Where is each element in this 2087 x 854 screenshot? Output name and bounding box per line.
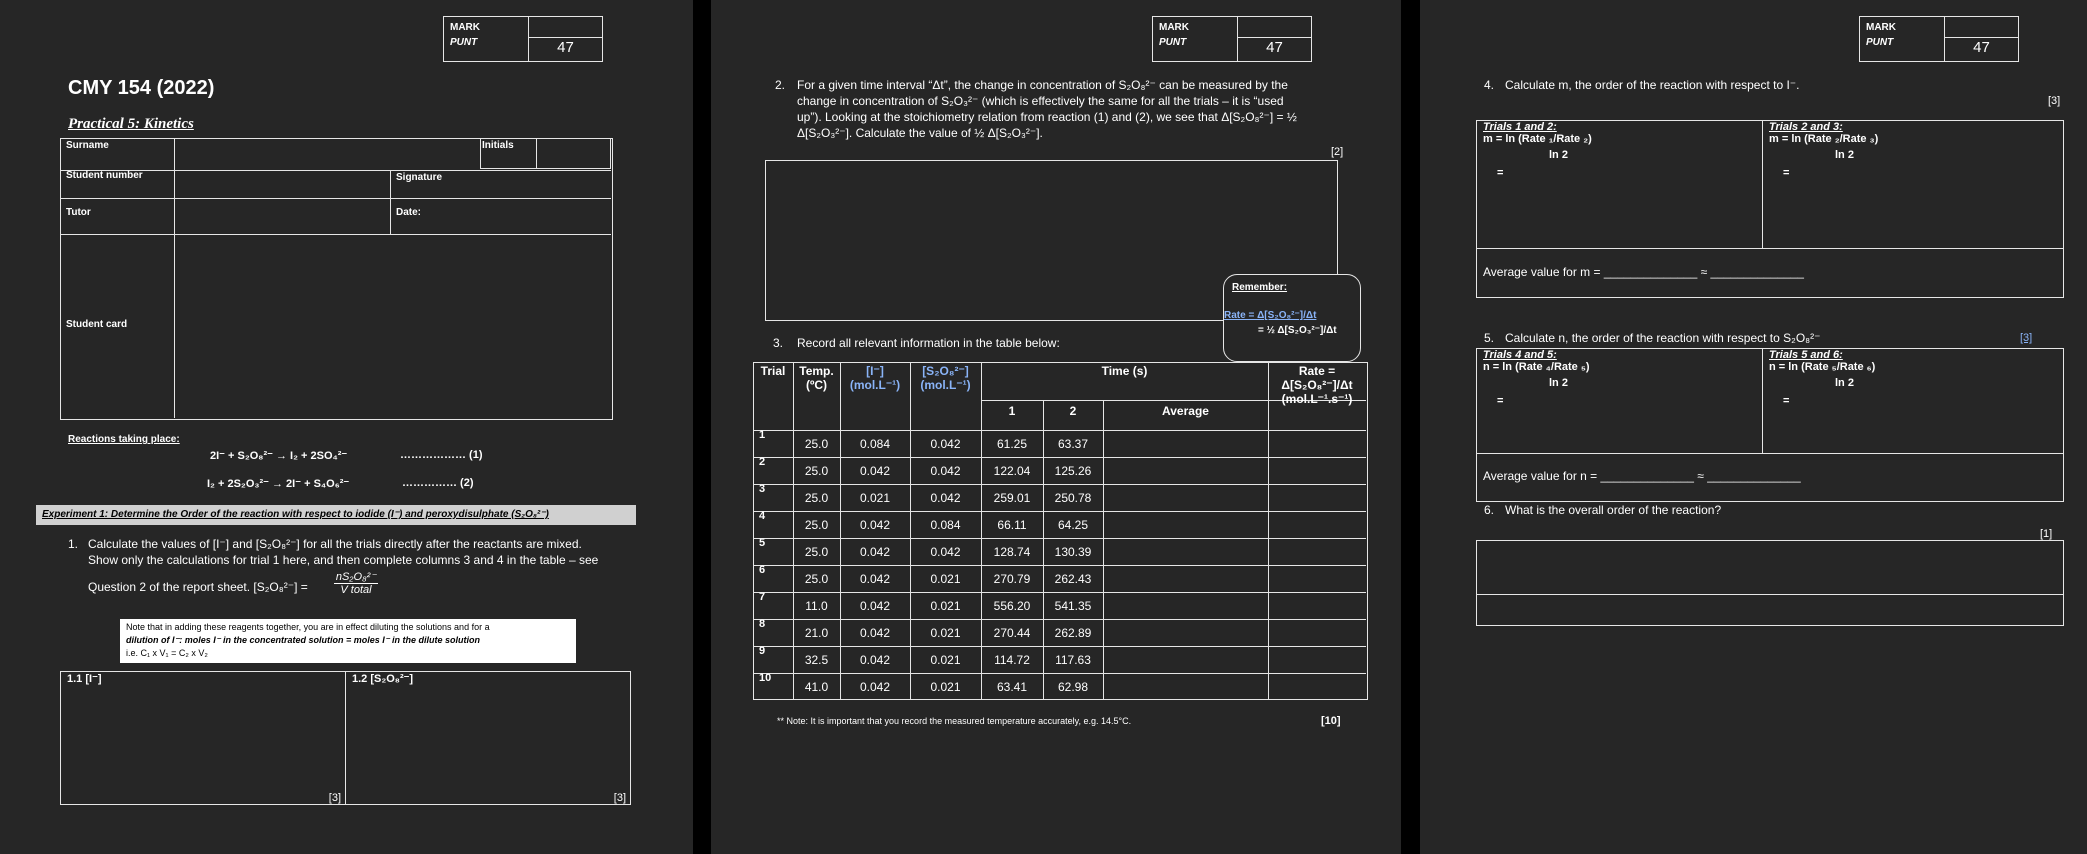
cell-i: 0.042 bbox=[859, 626, 891, 640]
header-average: Average bbox=[1162, 404, 1209, 418]
average-input-cell[interactable] bbox=[1104, 620, 1267, 645]
cell-t1: 63.41 bbox=[996, 680, 1028, 694]
q3-number: 3. bbox=[773, 336, 784, 350]
q5-marks: [3] bbox=[2020, 332, 2033, 344]
q5-right-title: Trials 5 and 6: bbox=[1769, 349, 1843, 361]
cell-temp: 11.0 bbox=[805, 599, 828, 613]
table-row bbox=[753, 484, 1366, 511]
mark-label-alt: PUNT bbox=[1866, 37, 1894, 48]
box-1-1-label: 1.1 [I⁻] bbox=[67, 673, 102, 685]
cell-s: 0.021 bbox=[930, 626, 961, 640]
header-trial: Trial bbox=[760, 364, 786, 378]
mark-box bbox=[1859, 16, 2019, 62]
results-table bbox=[753, 362, 1368, 700]
cell-s: 0.021 bbox=[930, 599, 961, 613]
cell-trial: 2 bbox=[759, 456, 766, 468]
cell-trial: 7 bbox=[759, 591, 766, 603]
q4-text: Calculate m, the order of the reaction with respect to I⁻. bbox=[1505, 78, 1800, 92]
cell-s: 0.042 bbox=[930, 545, 961, 559]
table-row bbox=[753, 673, 1366, 700]
cell-trial: 8 bbox=[759, 618, 766, 630]
cell-t2: 130.39 bbox=[1054, 545, 1092, 559]
rate-input-cell[interactable] bbox=[1269, 431, 1365, 456]
note-line-2: dilution of I⁻: moles I⁻ in the concentrated solution = moles I⁻ in the dilute solution bbox=[126, 635, 481, 645]
q2-line-4: Δ[S₂O₃²⁻]. Calculate the value of ½ Δ[S₂O₃²⁻]. bbox=[797, 126, 1043, 140]
q2-number: 2. bbox=[775, 78, 786, 92]
rate-input-cell[interactable] bbox=[1269, 566, 1365, 591]
average-input-cell[interactable] bbox=[1104, 674, 1267, 699]
q6-number: 6. bbox=[1484, 503, 1495, 517]
q2-line-1: For a given time interval “Δt”, the change in concentration of S₂O₈²⁻ can be measured by the bbox=[797, 78, 1288, 92]
q4-right-box[interactable] bbox=[1763, 121, 2063, 248]
q4-left-equation: m = ln (Rate ₁/Rate ₂) bbox=[1483, 133, 1592, 145]
average-input-cell[interactable] bbox=[1104, 431, 1267, 456]
remember-title: Remember: bbox=[1232, 282, 1288, 293]
student-card-label: Student card bbox=[66, 319, 128, 330]
cell-i: 0.042 bbox=[859, 464, 891, 478]
cell-trial: 10 bbox=[759, 672, 772, 684]
box-1-2-marks: [3] bbox=[613, 792, 626, 804]
q2-line-2: change in concentration of S₂O₃²⁻ (which is effectively the same for all the trials – it is “used bbox=[797, 94, 1284, 108]
experiment-banner bbox=[36, 505, 636, 525]
cell-temp: 32.5 bbox=[804, 653, 829, 667]
surname-label: Surname bbox=[66, 140, 109, 151]
cell-temp: 41.0 bbox=[804, 680, 829, 694]
cell-t1: 114.72 bbox=[994, 653, 1030, 667]
mark-total: 47 bbox=[557, 39, 574, 56]
mark-label: MARK bbox=[1866, 22, 1896, 33]
cell-t2: 541.35 bbox=[1054, 599, 1092, 613]
table-row bbox=[753, 511, 1366, 538]
q1-number: 1. bbox=[68, 537, 79, 551]
table-row bbox=[753, 592, 1366, 619]
q5-left-equation: n = ln (Rate ₄/Rate ₅) bbox=[1483, 361, 1590, 373]
note-line-3: i.e. C₁ x V₁ = C₂ x V₂ bbox=[126, 648, 208, 658]
average-input-cell[interactable] bbox=[1104, 647, 1267, 672]
cell-s: 0.084 bbox=[930, 518, 961, 532]
q4-left-title: Trials 1 and 2: bbox=[1483, 121, 1557, 133]
q4-marks: [3] bbox=[2048, 95, 2061, 107]
average-input-cell[interactable] bbox=[1104, 485, 1267, 510]
experiment-heading: Experiment 1: Determine the Order of the reaction with respect to iodide (I⁻) and peroxydisulphate (S₂O₈²⁻) bbox=[42, 509, 549, 520]
tutor-label: Tutor bbox=[66, 207, 91, 218]
dilution-note bbox=[120, 619, 576, 663]
q2-marks: [2] bbox=[1331, 146, 1344, 158]
rate-input-cell[interactable] bbox=[1269, 620, 1365, 645]
cell-i: 0.042 bbox=[859, 545, 891, 559]
cell-i: 0.042 bbox=[859, 680, 891, 694]
rate-input-cell[interactable] bbox=[1269, 512, 1365, 537]
cell-i: 0.042 bbox=[859, 653, 891, 667]
cell-t2: 125.26 bbox=[1054, 464, 1092, 478]
cell-t1: 270.44 bbox=[993, 626, 1031, 640]
cell-i: 0.042 bbox=[859, 572, 891, 586]
header-temp: Temp. (ºC) bbox=[799, 364, 834, 392]
q4-average: Average value for m = ______________ ≈ ______________ bbox=[1483, 265, 1804, 279]
cell-i: 0.042 bbox=[859, 599, 891, 613]
q1-line-1: Calculate the values of [I⁻] and [S₂O₈²⁻] for all the trials directly after the reactants are mixed. bbox=[88, 537, 582, 551]
remember-line-1: Rate = Δ[S₂O₈²⁻]/Δt bbox=[1224, 310, 1317, 321]
mark-total: 47 bbox=[1266, 39, 1283, 56]
average-input-cell[interactable] bbox=[1104, 566, 1267, 591]
header-rate: Rate = Δ[S₂O₈²⁻]/Δt (mol.L⁻¹.s⁻¹) bbox=[1281, 364, 1353, 406]
initials-label: Initials bbox=[482, 140, 514, 151]
q5-text: Calculate n, the order of the reaction with respect to S₂O₈²⁻ bbox=[1505, 331, 1821, 345]
cell-temp: 25.0 bbox=[804, 464, 829, 478]
cell-i: 0.021 bbox=[859, 491, 891, 505]
practical-title: Practical 5: Kinetics bbox=[68, 116, 194, 132]
cell-t1: 61.25 bbox=[996, 437, 1028, 451]
cell-i: 0.042 bbox=[859, 518, 891, 532]
cell-s: 0.021 bbox=[930, 572, 961, 586]
date-label: Date: bbox=[396, 207, 422, 218]
cell-t2: 64.25 bbox=[1057, 518, 1089, 532]
cell-t2: 117.63 bbox=[1055, 653, 1091, 667]
course-title: CMY 154 (2022) bbox=[68, 77, 215, 99]
cell-temp: 25.0 bbox=[804, 545, 829, 559]
q6-marks: [1] bbox=[2040, 528, 2053, 540]
student-info-form bbox=[60, 138, 611, 418]
cell-t2: 250.78 bbox=[1054, 491, 1092, 505]
q5-left-box[interactable] bbox=[1477, 349, 1762, 453]
note-line-1: Note that in adding these reagents together, you are in effect diluting the solutions and for a bbox=[126, 622, 490, 632]
student-number-label: Student number bbox=[66, 170, 143, 181]
rate-input-cell[interactable] bbox=[1269, 539, 1365, 564]
header-time-2: 2 bbox=[1069, 404, 1077, 418]
cell-s: 0.021 bbox=[930, 653, 961, 667]
table-row bbox=[753, 457, 1366, 484]
average-input-cell[interactable] bbox=[1104, 458, 1267, 483]
page-2 bbox=[711, 0, 1401, 854]
mark-box bbox=[443, 16, 603, 62]
q4-left-denominator: ln 2 bbox=[1549, 149, 1568, 161]
header-iodide: [I⁻] (mol.L⁻¹) bbox=[849, 364, 901, 392]
mark-box bbox=[1152, 16, 1312, 62]
mark-label: MARK bbox=[1159, 22, 1189, 33]
rate-input-cell[interactable] bbox=[1269, 593, 1365, 618]
cell-t1: 259.01 bbox=[993, 491, 1031, 505]
formula-fraction bbox=[334, 570, 378, 596]
answer-box-1-2[interactable] bbox=[345, 671, 631, 805]
q4-right-denominator: ln 2 bbox=[1835, 149, 1854, 161]
q4-answer-area bbox=[1476, 120, 2064, 298]
reaction-1-label: ……………… (1) bbox=[400, 449, 483, 461]
q5-left-equals: = bbox=[1497, 395, 1504, 407]
q4-left-box[interactable] bbox=[1477, 121, 1762, 248]
page-3 bbox=[1420, 0, 2087, 854]
q4-right-title: Trials 2 and 3: bbox=[1769, 121, 1843, 133]
q5-right-box[interactable] bbox=[1763, 349, 2063, 453]
cell-temp: 25.0 bbox=[804, 518, 829, 532]
average-input-cell[interactable] bbox=[1104, 593, 1267, 618]
rate-input-cell[interactable] bbox=[1269, 647, 1365, 672]
cell-t1: 128.74 bbox=[993, 545, 1031, 559]
cell-temp: 25.0 bbox=[804, 437, 829, 451]
q6-answer-box[interactable] bbox=[1476, 540, 2064, 626]
mark-label-alt: PUNT bbox=[1159, 37, 1187, 48]
mark-label: MARK bbox=[450, 22, 480, 33]
q6-text: What is the overall order of the reaction? bbox=[1505, 503, 1722, 517]
cell-trial: 9 bbox=[759, 645, 766, 657]
cell-t1: 122.04 bbox=[993, 464, 1031, 478]
cell-trial: 1 bbox=[759, 429, 766, 441]
remember-callout bbox=[1223, 274, 1361, 362]
q1-line-2: Show only the calculations for trial 1 here, and then complete columns 3 and 4 in the table – see bbox=[88, 553, 599, 567]
cell-s: 0.021 bbox=[930, 680, 961, 694]
rate-input-cell[interactable] bbox=[1269, 485, 1365, 510]
cell-s: 0.042 bbox=[930, 491, 961, 505]
cell-t1: 270.79 bbox=[993, 572, 1031, 586]
surname-field[interactable] bbox=[180, 142, 470, 166]
formula-numerator: nS₂O₈²⁻ bbox=[335, 571, 377, 583]
cell-trial: 5 bbox=[759, 537, 766, 549]
box-1-2-label: 1.2 [S₂O₈²⁻] bbox=[352, 673, 414, 685]
q1-line-3: Question 2 of the report sheet. [S₂O₈²⁻] = bbox=[88, 580, 308, 594]
formula-denominator: V total bbox=[340, 584, 372, 596]
q3-text: Record all relevant information in the table below: bbox=[797, 336, 1060, 350]
table-row bbox=[753, 565, 1366, 592]
header-time: Time (s) bbox=[1101, 364, 1148, 378]
page-1 bbox=[0, 0, 693, 854]
q4-right-equals: = bbox=[1783, 167, 1790, 179]
reaction-2: I₂ + 2S₂O₃²⁻ → 2I⁻ + S₄O₆²⁻ bbox=[207, 478, 350, 490]
cell-t2: 63.37 bbox=[1057, 437, 1089, 451]
cell-t2: 62.98 bbox=[1057, 680, 1089, 694]
cell-trial: 3 bbox=[759, 483, 766, 495]
cell-t1: 556.20 bbox=[993, 599, 1031, 613]
rate-input-cell[interactable] bbox=[1269, 458, 1365, 483]
q3-marks: [10] bbox=[1321, 715, 1341, 727]
signature-label: Signature bbox=[396, 172, 443, 183]
q4-left-equals: = bbox=[1497, 167, 1504, 179]
table-row bbox=[753, 619, 1366, 646]
reactions-heading: Reactions taking place: bbox=[68, 434, 180, 445]
cell-temp: 25.0 bbox=[804, 491, 829, 505]
cell-trial: 6 bbox=[759, 564, 766, 576]
q5-right-denominator: ln 2 bbox=[1835, 377, 1854, 389]
table-row bbox=[753, 430, 1366, 457]
q5-left-denominator: ln 2 bbox=[1549, 377, 1568, 389]
footnote: ** Note: It is important that you record the measured temperature accurately, e.g. 14.5°C. bbox=[777, 716, 1132, 726]
table-row bbox=[753, 538, 1366, 565]
cell-temp: 21.0 bbox=[804, 626, 829, 640]
average-input-cell[interactable] bbox=[1104, 539, 1267, 564]
q4-number: 4. bbox=[1484, 78, 1495, 92]
q2-line-3: up”). Looking at the stoichiometry relation from reaction (1) and (2), we see that Δ[S₂O₈²⁻] = ½ bbox=[797, 110, 1297, 124]
q5-average: Average value for n = ______________ ≈ ______________ bbox=[1483, 469, 1801, 483]
table-row bbox=[753, 646, 1366, 673]
reaction-2-label: …………… (2) bbox=[402, 477, 474, 489]
header-time-1: 1 bbox=[1008, 404, 1016, 418]
cell-t2: 262.43 bbox=[1054, 572, 1092, 586]
cell-temp: 25.0 bbox=[804, 572, 829, 586]
cell-t2: 262.89 bbox=[1054, 626, 1092, 640]
mark-label-alt: PUNT bbox=[450, 37, 478, 48]
average-input-cell[interactable] bbox=[1104, 512, 1267, 537]
q5-answer-area bbox=[1476, 348, 2064, 502]
answer-box-1-1[interactable] bbox=[60, 671, 346, 805]
cell-s: 0.042 bbox=[930, 464, 961, 478]
rate-input-cell[interactable] bbox=[1269, 674, 1365, 699]
q4-right-equation: m = ln (Rate ₂/Rate ₃) bbox=[1769, 133, 1879, 145]
mark-total: 47 bbox=[1973, 39, 1990, 56]
box-1-1-marks: [3] bbox=[328, 792, 341, 804]
q5-number: 5. bbox=[1484, 331, 1495, 345]
remember-line-2: = ½ Δ[S₂O₃²⁻]/Δt bbox=[1258, 325, 1337, 336]
header-persulfate: [S₂O₈²⁻] (mol.L⁻¹) bbox=[920, 364, 971, 392]
cell-i: 0.084 bbox=[859, 437, 891, 451]
cell-t1: 66.11 bbox=[997, 518, 1027, 532]
cell-s: 0.042 bbox=[930, 437, 961, 451]
cell-trial: 4 bbox=[759, 510, 766, 522]
reaction-1: 2I⁻ + S₂O₈²⁻ → I₂ + 2SO₄²⁻ bbox=[210, 450, 348, 462]
q5-right-equals: = bbox=[1783, 395, 1790, 407]
q5-right-equation: n = ln (Rate ₅/Rate ₆) bbox=[1769, 361, 1876, 373]
student-card-area[interactable] bbox=[180, 238, 605, 413]
q5-left-title: Trials 4 and 5: bbox=[1483, 349, 1557, 361]
